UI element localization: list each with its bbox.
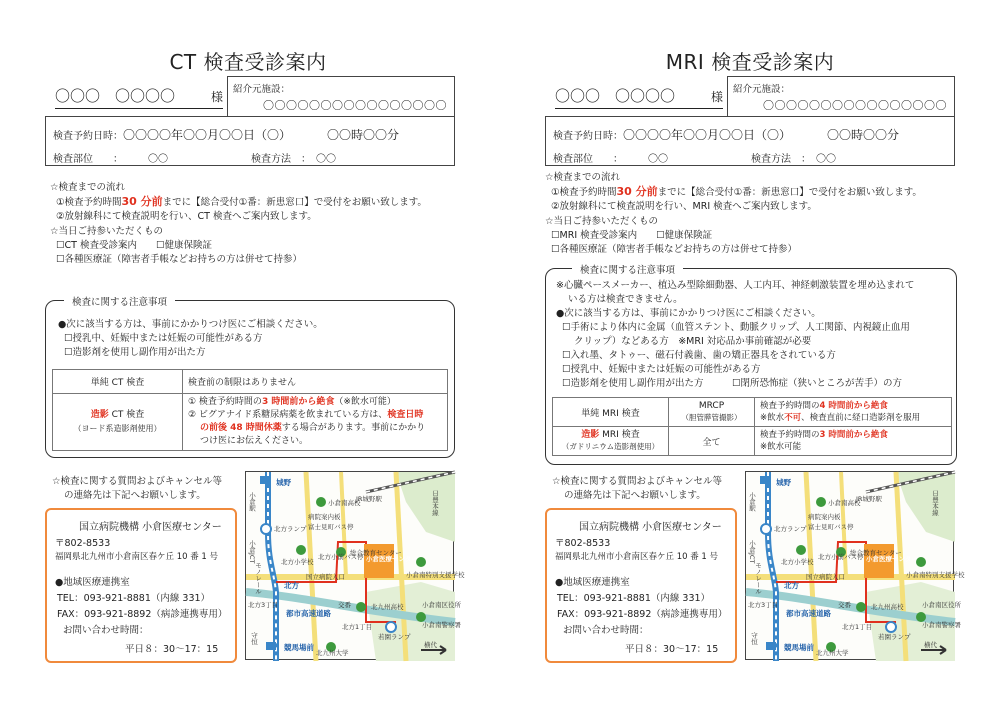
mri-panel	[500, 0, 1000, 707]
map-label: 北方3丁目	[748, 601, 779, 609]
map-label: 交番	[338, 601, 351, 609]
map-label: 総合教育センター	[850, 549, 902, 557]
map-label: 日豊本線	[431, 490, 439, 516]
map-label: 小倉南高校	[328, 499, 361, 507]
table-row: 造影 CT 検査 （ヨード系造影剤使用） ① 検査予約時間の3 時間前から絶食（※飲水可能） ② ビグアナイド系糖尿病薬を飲まれている方は、検査日時 の前後 48 時間休薬する場合があります。事前にかかり つけ医にお伝えください。	[53, 394, 448, 451]
appointment-date: 〇〇〇〇年〇〇月〇〇日（〇）	[623, 128, 792, 142]
map-label: 小倉医療センター	[866, 555, 918, 563]
notes-title: 検査に関する注意事項	[572, 262, 683, 276]
map-label: 北方1丁目	[342, 623, 373, 631]
table-row: 単純 MRI 検査 MRCP （胆管膵管撮影） 検査予約時間の4 時間前から絶食 ※飲水不可、検査直前に経口造影剤を服用	[553, 398, 952, 427]
exam-part: 〇〇	[648, 154, 668, 165]
map-label: 小倉JCT	[248, 540, 256, 564]
map-label: 守恒	[250, 632, 258, 645]
map-label: 小倉JCT	[748, 540, 756, 564]
map-label: 富士見町バス停	[808, 523, 854, 531]
map-label: 国立病院入口	[306, 573, 345, 581]
map-label: 北方1丁目	[842, 623, 873, 631]
map-label: 小倉駅	[248, 492, 256, 512]
org-name: 国立病院機構 小倉医療センター	[579, 522, 722, 533]
referral-label: 紹介元施設：	[733, 84, 791, 95]
map-label: 小倉南高校	[828, 499, 861, 507]
appointment-box	[45, 116, 455, 166]
appointment-date: 〇〇〇〇年〇〇月〇〇日（〇）	[123, 128, 292, 142]
appointment-row: 検査予約日時：〇〇〇〇年〇〇月〇〇日（〇） 〇〇時〇〇分	[553, 128, 900, 142]
map-label: 北方	[284, 581, 299, 590]
map-label: 若園ランプ	[878, 633, 911, 641]
map-label: 富士見町バス停	[308, 523, 354, 531]
map-label: 北九州高校	[371, 603, 404, 611]
access-map	[245, 471, 465, 660]
ct-title: CT 検査受診案内	[169, 50, 327, 74]
map-label: 北方ランプ	[274, 525, 307, 533]
referral-box	[727, 76, 955, 116]
map-label: 北方3丁目	[248, 601, 279, 609]
map-label: 小倉南特別支援学校	[406, 571, 465, 579]
map-label: 都市高速道路	[786, 609, 831, 618]
map-label: 小倉南区役所	[422, 601, 461, 609]
contact-question: ☆検査に関する質問およびキャンセル等 の連絡先は下記へお願いします。	[52, 476, 223, 501]
map-label: 小倉医療センター	[366, 555, 418, 563]
map-label: 城野	[276, 478, 291, 487]
tel-number: TEL：093-921-8881（内線 331）	[57, 593, 211, 604]
map-label: 横代	[924, 641, 937, 649]
office-hours: 平日８：30～17：15	[125, 644, 219, 655]
map-label: 病院案内板	[308, 513, 341, 521]
referral-value: 〇〇〇〇〇〇〇〇〇〇〇〇〇〇〇〇	[763, 99, 947, 112]
notes-title: 検査に関する注意事項	[64, 294, 175, 308]
map-label: 小倉南特別支援学校	[906, 571, 965, 579]
map-label: JR城野駅	[856, 495, 882, 503]
exam-method: 検査方法 ： 〇〇	[251, 154, 336, 165]
map-label: 北九州大学	[316, 649, 349, 657]
map-label: 北方小前バス停	[318, 553, 364, 561]
appointment-row: 検査予約日時：〇〇〇〇年〇〇月〇〇日（〇） 〇〇時〇〇分	[53, 128, 400, 142]
referral-box	[227, 76, 455, 116]
map-label: 総合教育センター	[350, 549, 402, 557]
map-label: 北方小前バス停	[818, 553, 864, 561]
mri-title: MRI 検査受診案内	[665, 50, 835, 74]
map-label: モノレール	[254, 562, 262, 595]
org-name: 国立病院機構 小倉医療センター	[79, 522, 222, 533]
map-label: 小倉南警察署	[922, 621, 961, 629]
appointment-time: 〇〇時〇〇分	[827, 128, 900, 142]
map-label: 小倉南区役所	[922, 601, 961, 609]
exam-method: 検査方法 ： 〇〇	[751, 154, 836, 165]
patient-name: 〇〇〇 〇〇〇〇 様	[555, 85, 723, 109]
referral-label: 紹介元施設：	[233, 84, 291, 95]
map-label: 若園ランプ	[378, 633, 411, 641]
contact-box: 国立病院機構 小倉医療センター 〒802-8533 福岡県北九州市小倉南区春ケ丘 10 番 1 号 ●地域医療連携室 TEL：093-921-8881（内線 331） FAX：093-921-8892（病診連携専用） お問い合わせ時間： 平日８：30～17：15	[545, 508, 737, 663]
fax-number: FAX：093-921-8892（病診連携専用）	[557, 609, 728, 620]
map-label: 小倉駅	[748, 492, 756, 512]
map-label: 競馬場前	[284, 643, 314, 652]
fax-number: FAX：093-921-8892（病診連携専用）	[57, 609, 228, 620]
patient-name: 〇〇〇 〇〇〇〇 様	[55, 85, 223, 109]
notes-box: 検査に関する注意事項 ●次に該当する方は、事前にかかりつけ医にご相談ください。 ☐授乳中、妊娠中または妊娠の可能性がある方 ☐造影剤を使用し副作用が出た方 単純 CT 検査 検査前の制限はありません 造影 CT 検査 （ヨード系造影剤使用） ① 検査予約時間の3 時間前から絶食（※飲水可能） ② ビグアナイド系糖尿病薬を飲まれている方は、検査日時 の前後 48 時間休薬する場合があります。事前にかかり つけ医にお伝えください。	[45, 300, 455, 458]
map-label: 北九州高校	[871, 603, 904, 611]
mri-restriction-table	[552, 397, 952, 456]
contact-box: 国立病院機構 小倉医療センター 〒802-8533 福岡県北九州市小倉南区春ケ丘 10 番 1 号 ●地域医療連携室 TEL：093-921-8881（内線 331） FAX：093-921-8892（病診連携専用） お問い合わせ時間： 平日８：30～17：15	[45, 508, 237, 663]
map-label: 守恒	[750, 632, 758, 645]
map-label: 日豊本線	[931, 490, 939, 516]
office-hours: 平日８：30～17：15	[625, 644, 719, 655]
table-row: 造影 MRI 検査 （ガドリニウム造影剤使用） 全て 検査予約時間の3 時間前から絶食 ※飲水可能	[553, 427, 952, 456]
ct-restriction-table	[52, 369, 448, 451]
referral-value: 〇〇〇〇〇〇〇〇〇〇〇〇〇〇〇〇	[263, 99, 447, 112]
tel-number: TEL：093-921-8881（内線 331）	[557, 593, 711, 604]
map-label: 競馬場前	[784, 643, 814, 652]
map-label: 北方小学校	[781, 558, 814, 566]
exam-info-row: 検査部位 ： 〇〇 検査方法 ： 〇〇	[53, 150, 449, 165]
map-label: 交番	[838, 601, 851, 609]
map-label: 北方	[784, 581, 799, 590]
map-label: 北九州大学	[816, 649, 849, 657]
exam-part: 〇〇	[148, 154, 168, 165]
map-label: 北方ランプ	[774, 525, 807, 533]
map-label: 小倉南警察署	[422, 621, 461, 629]
access-map	[745, 471, 965, 660]
table-row: 単純 CT 検査 検査前の制限はありません	[53, 370, 448, 394]
map-label: 国立病院入口	[806, 573, 845, 581]
map-label: モノレール	[754, 562, 762, 595]
map-label: 城野	[776, 478, 791, 487]
map-label: 北方小学校	[281, 558, 314, 566]
appointment-time: 〇〇時〇〇分	[327, 128, 400, 142]
map-label: JR城野駅	[356, 495, 382, 503]
map-label: 病院案内板	[808, 513, 841, 521]
exam-info-row: 検査部位 ： 〇〇 検査方法 ： 〇〇	[553, 150, 949, 165]
flow-section: ☆検査までの流れ ①検査予約時間30 分前までに【総合受付①番：新患窓口】で受付をお願い致します。 ②放射線科にて検査説明を行い、MRI 検査へご案内致します。 ☆当日ご持参いただくもの ☐MRI 検査受診案内 ☐健康保険証 ☐各種医療証（障害者手帳などお持ちの方は併せて持参）	[545, 172, 922, 256]
appointment-box	[545, 116, 955, 166]
map-label: 横代	[424, 641, 437, 649]
contact-question: ☆検査に関する質問およびキャンセル等 の連絡先は下記へお願いします。	[552, 476, 723, 501]
notes-box: 検査に関する注意事項 ※心臓ペースメーカー、植込み型除細動器、人工内耳、神経刺激装置を埋め込まれて いる方は検査できません。 ●次に該当する方は、事前にかかりつけ医にご相談ください。 ☐手術により体内に金属（血管ステント、動脈クリップ、人工関節、内視鏡止血用 クリップ）などある方 ※MRI 対応品か事前確認が必要 ☐入れ墨、タトゥー、磁石付義歯、歯の矯正器具をされている方 ☐授乳中、妊娠中または妊娠の可能性がある方 ☐造影剤を使用し副作用が出た方 ☐閉所恐怖症（狭いところが苦手）の方 単純 MRI 検査 MRCP （胆管膵管撮影） 検査予約時間の4 時間前から絶食 ※飲水不可、検査直前に経口造影剤を服用 造影 MRI 検査 （ガドリニウム造影剤使用） 全て 検査予約時間の3 時間前から絶食 ※飲水可能	[545, 268, 957, 465]
flow-section: ☆検査までの流れ ①検査予約時間30 分前までに【総合受付①番：新患窓口】で受付をお願い致します。 ②放射線科にて検査説明を行い、CT 検査へご案内致します。 ☆当日ご持参いただくもの ☐CT 検査受診案内 ☐健康保険証 ☐各種医療証（障害者手帳などお持ちの方は併せて持参）	[50, 182, 427, 266]
map-label: 都市高速道路	[286, 609, 331, 618]
